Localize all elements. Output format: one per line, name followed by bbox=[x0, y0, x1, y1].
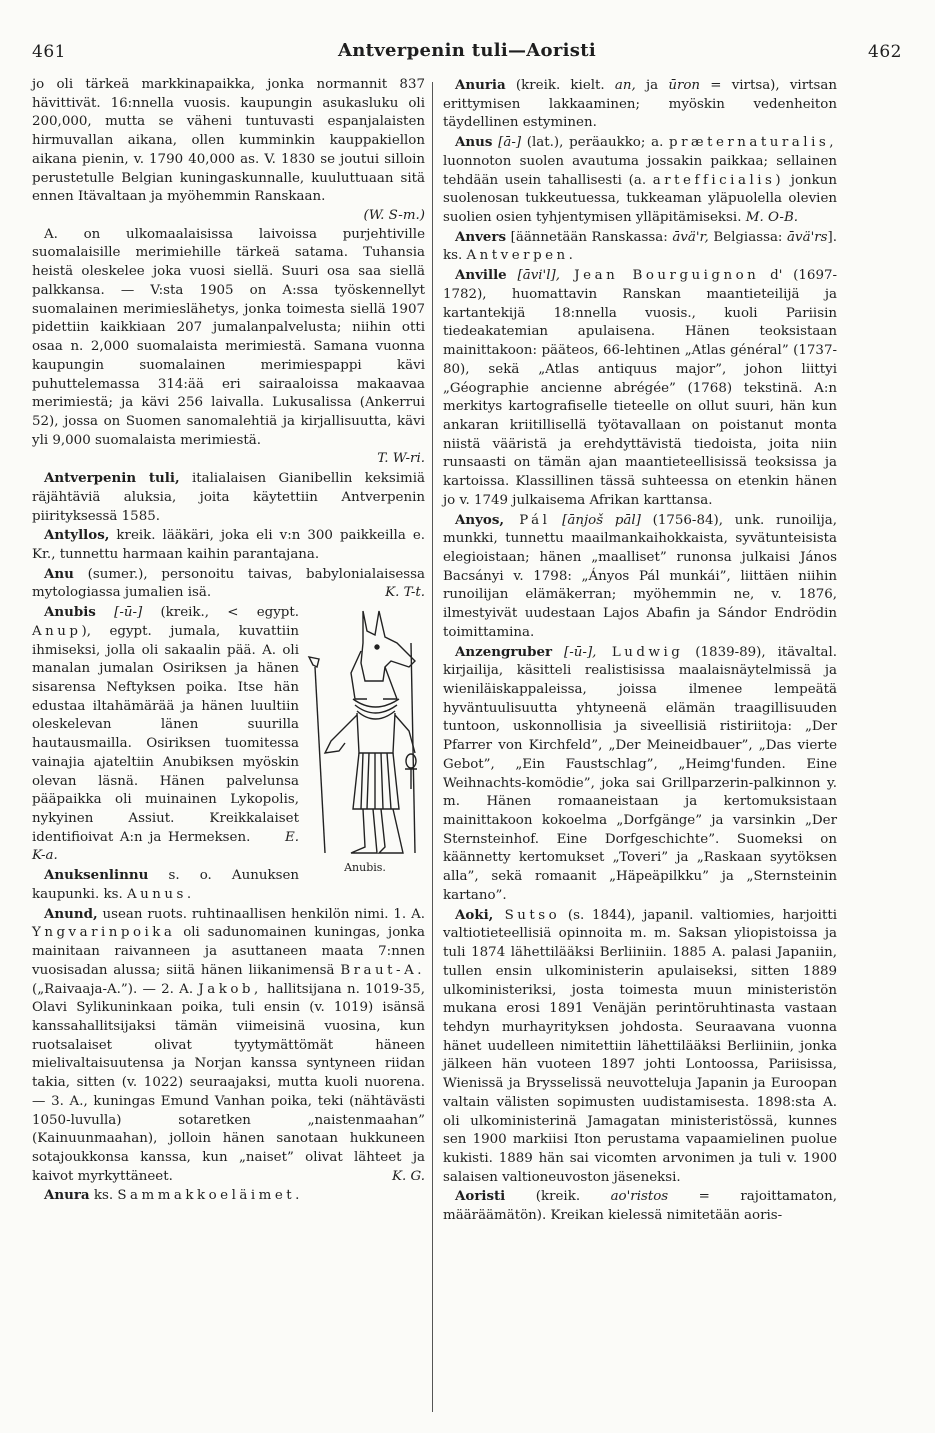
entry-aoki: Aoki, Sutso (s. 1844), japanil. valtiomies, harjoitti valtiotieteellisiä opinnoita m. m. Saksan yliopistoissa ja tuli 1874 lähettilääksi Berliiniin. 1885 A. palasi Japaniin, tullen ensin ulkoministerin apulaiseksi, sitten 1889 ulkoministeriksi, josta toimesta muun ministeristön mukana erosi 1891 Venäjän perintöruhtinasta vastaan tehdyn murhayrityksen johdosta. Seuraavana vuonna hänet uudelleen nimitettiin lähettilääksi Berliiniin, jonka jälkeen hän vuoteen 1897 johti Lontoossa, Pariisissa, Wienissä ja Brysselissä neuvotteluja Japanin ja Euroopan valtain välisten sopimusten uudistamisesta. 1898:sta A. oli ulkoministerinä Jamagatan ministeristössä, kunnes sen 1900 markiisi Iton perustama vapaamielinen puolue kukisti. 1889 hän sai vicomten arvonimen ja tuli v. 1900 salaisen valtioneuvoston jäseneksi. bbox=[443, 906, 837, 1185]
headword: Anvers bbox=[455, 228, 507, 245]
entry-anzengruber: Anzengruber [-ū-], Ludwig (1839-89), itävaltal. kirjailija, käsitteli realistisissa maalaisnäytelmissä ja wieniläiskappaleissa, joissa ilmenee lempeätä hyväntuulisuutta yhtyneenä elämän traagillisuuden tuntoon, uskonnollisia ja siveellisiä ristiriitoja: „Der Pfarrer von Kirchfeld”, „Der Meineidbauer”, „Das vierte Gebot”, „Ein Faustschlag”, „Heimg'funden. Eine Weihnachts-komödie”, joka sai Grillparzerin-palkinnon y. m. Hänen romaaneistaan ja kertomuksistaan mainittakoon kokoelma „Dorfgänge” ja varsinkin „Der Sternsteinhof. Eine Dorfgeschichte”. Suomeksi on käännetty kertomukset „Toveri” ja „Raskaan syytöksen alla”, sekä romaanit „Häpeäpilkku” ja „Sternsteinin kartano”. bbox=[443, 643, 837, 903]
headword: Anus bbox=[455, 134, 493, 151]
column-divider bbox=[432, 82, 433, 1412]
right-column bbox=[443, 76, 837, 1226]
headword: Antverpenin tuli, bbox=[44, 470, 180, 487]
signature: M. O-B. bbox=[745, 210, 799, 226]
entry-anville: Anville [āvi'l], Jean Bourguignon d' (1697-1782), huomattavin Ranskan maantieteilijä ja kartantekijä 18:nnella vuosis., kuoli Pariisin tiedeakatemian apulaisena. Hänen teoksistaan mainittakoon: pääteos, 66-lehtinen „Atlas général” (1737-80), sekä „Atlas antiquus major”, johon liittyi „Géographie ancienne abrégée” (1768) tekstinä. A:n merkitys kartografiselle tieteelle on ollut suuri, hän kun ankaran kriitillisellä työtavallaan on poistanut monta niistä vääristä ja erehdyttävistä tiedoista, joita niin runsaasti on tämän ajan maantieteellisissä teoksissa ja kartoissa. Klassillinen tässä suhteessa on etenkin hänen jo v. 1749 julkaisema Afrikan karttansa. bbox=[443, 267, 838, 508]
entry-anyos: Anyos, Pál [ānjoš pāl] (1756-84), unk. runoilija, munkki, tunnettu maailmankaihokkaista, syvätunteisista elegioistaan; hänen „maalliset” runonsa julkaisi János Bacsányi v. 1798: „Ányos Pál munkái”, liittäen niihin runoilijan elämäkerran; myöhemmin ne, v. 1876, ilmestyivät uudestaan Lajos Abafin ja Sándor Endrödin toimittamina. bbox=[443, 511, 837, 640]
headword: Aoristi bbox=[455, 1188, 506, 1205]
page-header bbox=[32, 40, 902, 66]
page-number-left: 461 bbox=[32, 42, 66, 62]
signature: E. K-a. bbox=[32, 829, 299, 864]
headword: Anura bbox=[44, 1187, 90, 1204]
page-number-right: 462 bbox=[868, 42, 902, 62]
entry-anu: Anu (sumer.), personoitu taivas, babylonialaisessa mytologiassa jumalien isä. K. T-t. bbox=[32, 565, 425, 603]
headword: Anu bbox=[44, 565, 74, 582]
entry-anvers: Anvers [äännetään Ranskassa: āvä'r, Belgiassa: āvä'rs]. ks. Antverpen. bbox=[443, 228, 838, 264]
signature: K. T-t. bbox=[385, 585, 425, 601]
figure-caption: Anubis. bbox=[344, 861, 386, 875]
anubis-illustration bbox=[305, 603, 425, 873]
paragraph: A. on ulkomaalaisissa laivoissa purjehtiville suomalaisille merimiehille tärkeä satama. Tuhansia heistä oleskelee joka vuosi siellä. Suuri osa saa siellä palkkansa. — V:sta 1905 on A:ssa työskennellyt suomalainen merimieslähetys, jonka toimesta siellä 1907 pidettiin kaikkiaan 207 jumalanpalvelusta; niihin otti osaa n. 2,000 suomalaista merimiestä. Samana vuonna kaupungin suomalainen merimiespappi kävi puhuttelemassa 314:ää eri sairaaloissa makaavaa merimiestä; ja kävi 256 laivalla. Lukusalissa (Ankerrui 52), jossa on Suomen sanomalehtiä ja kirjallisuutta, kävi yli 9,000 suomalaista merimiestä. bbox=[32, 226, 425, 448]
headword: Aoki, bbox=[455, 906, 494, 923]
headword: Anuria bbox=[455, 77, 506, 93]
entry-anura: Anura ks. Sammakkoeläimet. bbox=[44, 1187, 303, 1204]
signature: (W. S-m.) bbox=[363, 208, 425, 224]
entry-anuksenlinnu: Anuksenlinnu s. o. Aunuksen kaupunki. ks. Aunus. bbox=[32, 867, 299, 902]
entry-aoristi: Aoristi (kreik. ao'ristos = rajoittamaton, määräämätön). Kreikan kielessä nimitetään aoris- bbox=[443, 1188, 837, 1224]
headword: Anzengruber bbox=[455, 643, 553, 660]
headword: Anubis bbox=[44, 604, 96, 621]
entry-anus: Anus [ā-] (lat.), peräaukko; a. præternaturalis, luonnoton suolen avautuma jossakin paikkaa; sellainen tehdään usein tahallisesti (a. artefficialis) jonkun suolenosan tukkeutuessa, tukkeaman yläpuolella olevien suolien osien tyhjentymisen ylläpitämiseksi. M. O-B. bbox=[443, 134, 837, 226]
headword: Antyllos, bbox=[44, 527, 110, 544]
headword: Anund, bbox=[44, 905, 98, 922]
entry-antverpenin-tuli: Antverpenin tuli, italialaisen Gianibellin keksimiä räjähtäviä aluksia, joita käytettiin Antverpenin piirityksessä 1585. bbox=[32, 470, 426, 524]
signature: T. W-ri. bbox=[377, 451, 425, 467]
running-title: Antverpenin tuli—Aoristi bbox=[338, 40, 596, 61]
headword: Anville bbox=[455, 267, 507, 284]
headword: Anyos, bbox=[455, 511, 505, 528]
anubis-figure-icon bbox=[305, 603, 425, 861]
entry-anund: Anund, usean ruots. ruhtinaallisen henkilön nimi. 1. A. Yngvarinpoika oli sadunomainen kuningas, jonka mainitaan raivanneen ja asuttaneen maata 7:nnen vuosisadan alussa; siitä hänen liikanimensä Braut-A. („Raivaaja-A.”). — 2. A. Jakob, hallitsijana n. 1019-35, Olavi Sylikuninkaan poika, tuli ensin (v. 1019) isänsä kanssahallitsijaksi tämän viimeisinä vuosina, kun ruotsalaiset olivat tyytymättömät häneen mielivaltaisuutensa ja Norjan kanssa syntyneen riidan takia, sitten (v. 1022) seuraajaksi, mutta kuoli nuorena. — 3. A., kuningas Emund Vanhan poika, teki (nähtävästi 1050-luvulla) sotaretken „naistenmaahan” (Kainuunmaahan), jolloin hänen sanotaan hukkuneen sotajoukkonsa kanssa, kun „naiset” olivat lähteet ja kaivot myrkyttäneet. K. G. bbox=[32, 905, 425, 1187]
entry-anubis: Anubis [-ū-] (kreik., < egypt. Anup), egypt. jumala, kuvattiin ihmiseksi, jolla oli sakaalin pää. A. oli manalan jumalan Osiriksen ja hänen sisarensa Neftyksen poika. Itse hän edustaa iltahämärää ja hänen luultiin oleskelevan länen suurilla hautausmailla. Osiriksen tuomitessa vainajia ajateltiin Anubiksen myöskin olevan läsnä. Hänen palvelunsa pääpaikka oli muinainen Lykopolis, nykyinen Assiut. Kreikkalaiset identifioivat A:n ja Hermeksen. E. K-a. bbox=[32, 604, 299, 864]
paragraph: jo oli tärkeä markkinapaikka, jonka normannit 837 hävittivät. 16:nnella vuosis. kaupungin asukasluku oli 200,000, mutta se väheni tuntuvasti espanjalaisten hirmuvallan aikana, ollen kumminkin kauppakiellon aikana pienin, v. 1790 40,000 as. V. 1830 se joutui silloin perustetulle Belgian kuningaskunnalle, kuuluttuaan sitä ennen Itävaltaan ja myöhemmin Ranskaan. bbox=[32, 77, 425, 205]
entry-anuria: Anuria (kreik. kielt. an, ja ūron = virtsa), virtsan erittymisen lakkaaminen; myöskin vedenheiton täydellinen estyminen. bbox=[443, 77, 837, 131]
left-column bbox=[32, 76, 425, 1206]
headword: Anuksenlinnu bbox=[44, 867, 149, 884]
entry-antyllos: Antyllos, kreik. lääkäri, joka eli v:n 300 paikkeilla e. Kr., tunnettu harmaan kaihin parantajana. bbox=[32, 527, 425, 562]
signature: K. G. bbox=[392, 1168, 425, 1184]
